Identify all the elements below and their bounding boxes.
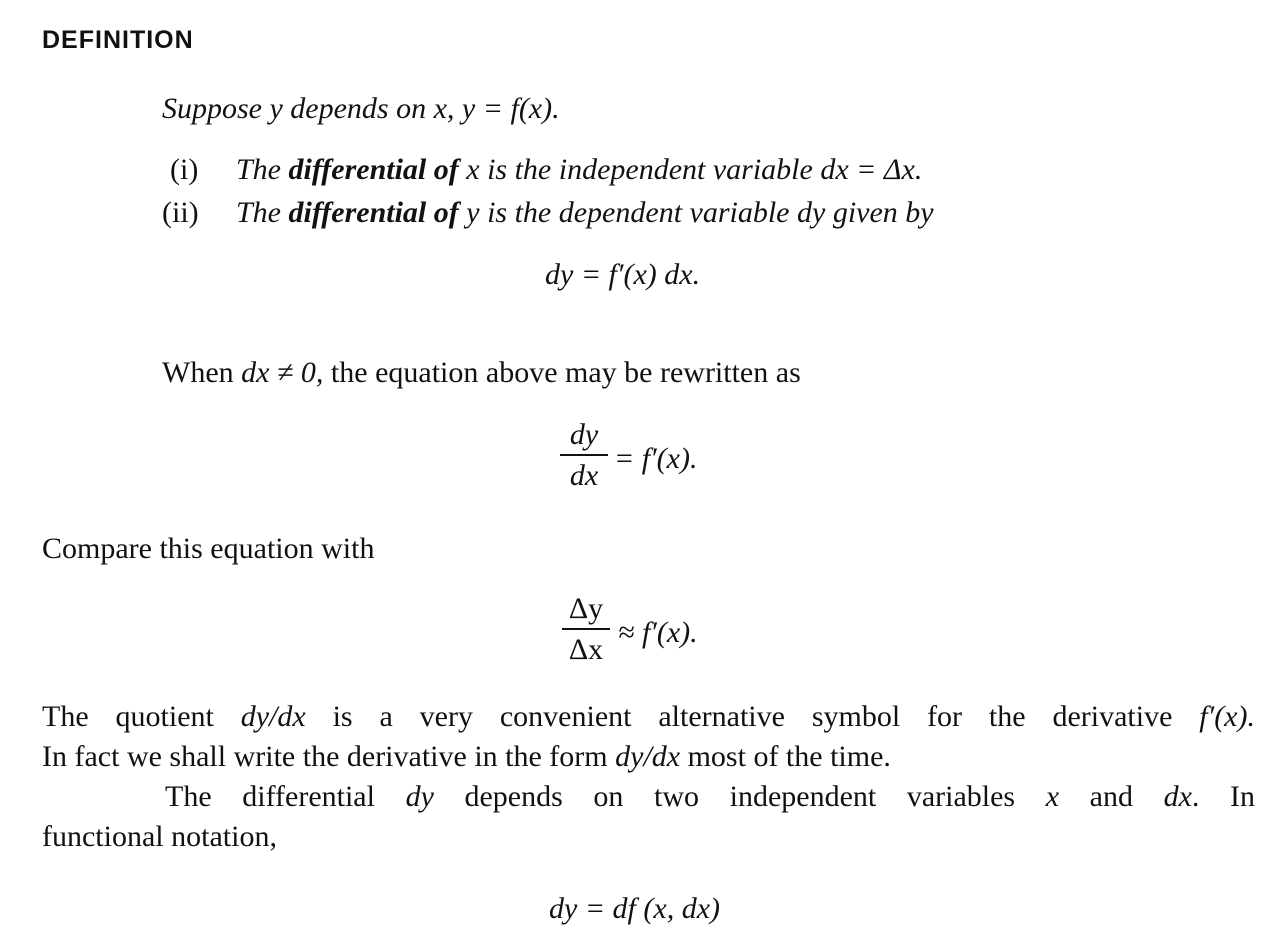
definition-intro: Suppose y depends on x, y = f(x). <box>162 92 560 125</box>
when-line <box>162 356 801 390</box>
when-pre: When <box>162 356 242 389</box>
when-post: the equation above may be rewritten as <box>323 356 801 389</box>
item-marker-i: (i) <box>170 153 199 186</box>
diff-c: depends on two independent variables <box>433 780 1046 813</box>
quotient-a: The quotient <box>42 700 241 733</box>
diff-f: dx <box>1163 780 1192 813</box>
diff-a: The differential <box>165 780 406 813</box>
fraction-delta <box>562 592 610 667</box>
fraction-numerator: dy <box>569 418 599 451</box>
quotient-d: f′(x). <box>1199 700 1255 733</box>
definition-item-i <box>236 153 922 187</box>
fraction-dy-dx <box>560 418 608 493</box>
item-i-pre: The <box>236 153 289 186</box>
item-i-post: x is the independent variable dx = Δx. <box>458 153 923 186</box>
fact-a: In fact we shall write the derivative in the form <box>42 740 616 773</box>
item-i-term: differential of <box>288 153 459 186</box>
functional-line: functional notation, <box>42 820 277 853</box>
definition-heading: DEFINITION <box>42 26 194 54</box>
quotient-c: is a very convenient alternative symbol for the derivative <box>305 700 1200 733</box>
fact-c: most of the time. <box>680 740 891 773</box>
fraction-rhs-2: ≈ f′(x). <box>618 616 698 649</box>
diff-g: . In <box>1191 780 1255 813</box>
fraction-denominator: dx <box>569 459 599 492</box>
quotient-b: dy/dx <box>240 700 306 733</box>
item-ii-pre: The <box>236 196 289 229</box>
differential-equation: dy = f′(x) dx. <box>545 258 701 291</box>
diff-b: dy <box>405 780 434 813</box>
definition-item-ii <box>236 196 934 230</box>
fraction-numerator: Δy <box>568 592 604 625</box>
quotient-line <box>42 700 1255 734</box>
differential-line <box>165 780 1255 814</box>
fact-line <box>42 740 891 774</box>
fraction-bar <box>562 628 610 630</box>
fact-b: dy/dx <box>615 740 681 773</box>
diff-d: x <box>1045 780 1060 813</box>
when-math: dx ≠ 0, <box>241 356 324 389</box>
item-ii-post: y is the dependent variable dy given by <box>458 196 934 229</box>
fraction-bar <box>560 454 608 456</box>
compare-line: Compare this equation with <box>42 532 375 565</box>
final-equation: dy = df (x, dx) <box>549 892 721 925</box>
fraction-rhs-1: = f′(x). <box>614 442 698 475</box>
item-ii-term: differential of <box>288 196 459 229</box>
fraction-denominator: Δx <box>568 633 604 666</box>
diff-e: and <box>1059 780 1164 813</box>
item-marker-ii: (ii) <box>162 196 199 229</box>
